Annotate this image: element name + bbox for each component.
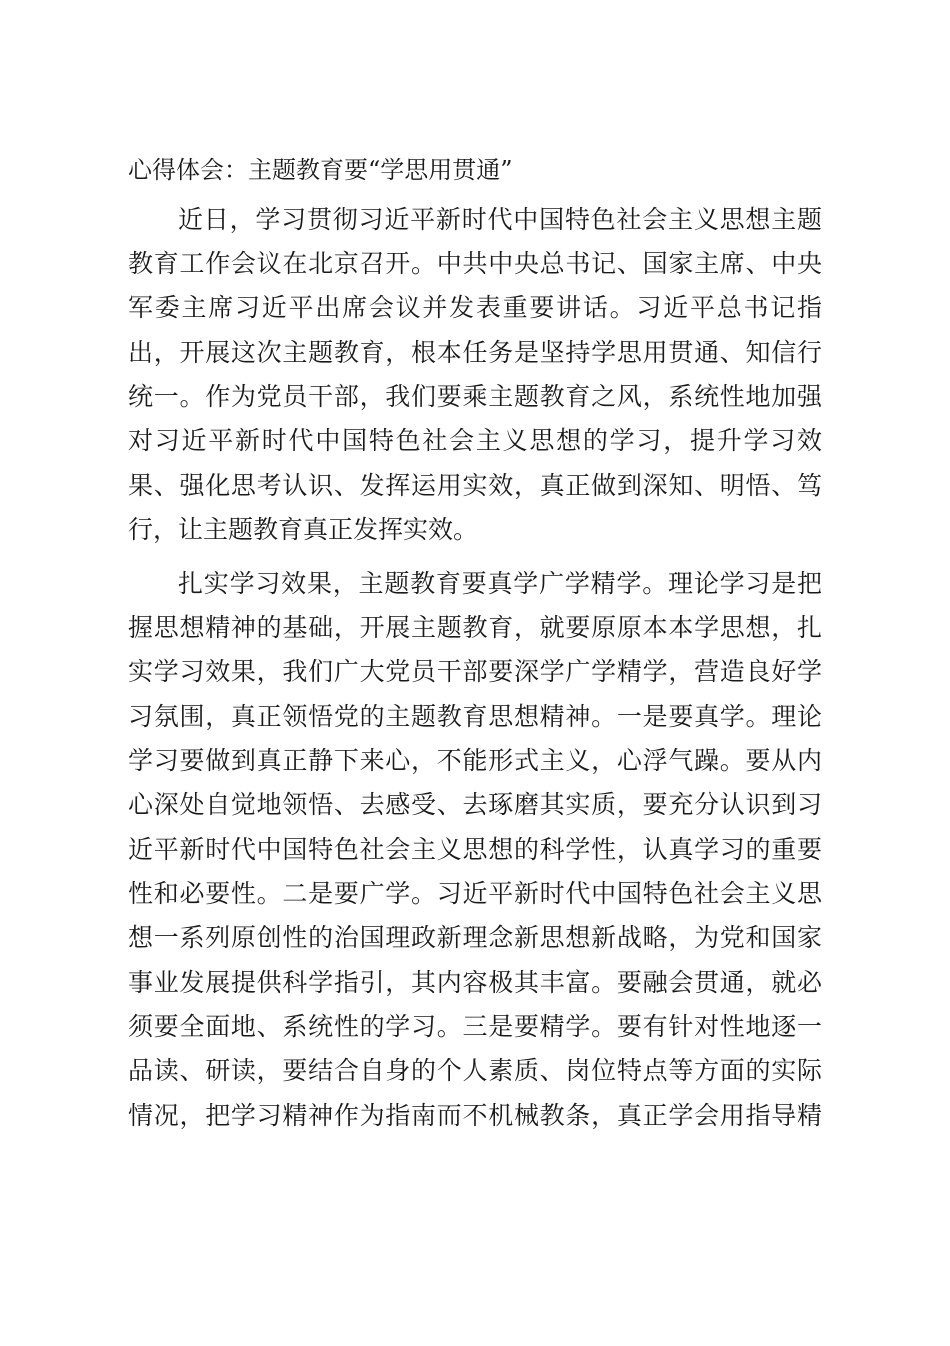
paragraph-2-line-4: 习氛围，真正领悟党的主题教育思想精神。一是要真学。理论 [128,702,822,731]
paragraph-1-line-4: 出，开展这次主题教育，根本任务是坚持学思用贯通、知信行 [128,338,822,367]
paragraph-2-line-7: 近平新时代中国特色社会主义思想的科学性，认真学习的重要 [128,835,822,864]
paragraph-2-line-3: 实学习效果，我们广大党员干部要深学广学精学，营造良好学 [128,657,822,686]
paragraph-1-line-2: 教育工作会议在北京召开。中共中央总书记、国家主席、中央 [128,249,822,278]
paragraph-2-line-10: 事业发展提供科学指引，其内容极其丰富。要融会贯通，就必 [128,968,822,997]
paragraph-1-line-1: 近日，学习贯彻习近平新时代中国特色社会主义思想主题 [178,205,822,234]
paragraph-1-line-7: 果、强化思考认识、发挥运用实效，真正做到深知、明悟、笃 [128,471,822,500]
paragraph-1-line-3: 军委主席习近平出席会议并发表重要讲话。习近平总书记指 [128,293,822,322]
paragraph-1-line-6: 对习近平新时代中国特色社会主义思想的学习，提升学习效 [128,426,822,455]
paragraph-1-line-5: 统一。作为党员干部，我们要乘主题教育之风，系统性地加强 [128,382,822,411]
paragraph-2-line-6: 心深处自觉地领悟、去感受、去琢磨其实质，要充分认识到习 [128,790,822,819]
paragraph-2-line-5: 学习要做到真正静下来心，不能形式主义，心浮气躁。要从内 [128,746,822,775]
document-title: 心得体会：主题教育要“学思用贯通” [128,156,513,184]
paragraph-2-line-8: 性和必要性。二是要广学。习近平新时代中国特色社会主义思 [128,879,822,908]
paragraph-2-line-13: 情况，把学习精神作为指南而不机械教条，真正学会用指导精 [128,1101,822,1130]
paragraph-1-line-8: 行，让主题教育真正发挥实效。 [128,515,479,544]
paragraph-2-line-2: 握思想精神的基础，开展主题教育，就要原原本本学思想，扎 [128,613,822,642]
paragraph-2-line-1: 扎实学习效果，主题教育要真学广学精学。理论学习是把 [178,569,822,598]
paragraph-2-line-11: 须要全面地、系统性的学习。三是要精学。要有针对性地逐一 [128,1012,822,1041]
paragraph-2-line-12: 品读、研读，要结合自身的个人素质、岗位特点等方面的实际 [128,1056,822,1085]
paragraph-2-line-9: 想一系列原创性的治国理政新理念新思想新战略，为党和国家 [128,923,822,952]
